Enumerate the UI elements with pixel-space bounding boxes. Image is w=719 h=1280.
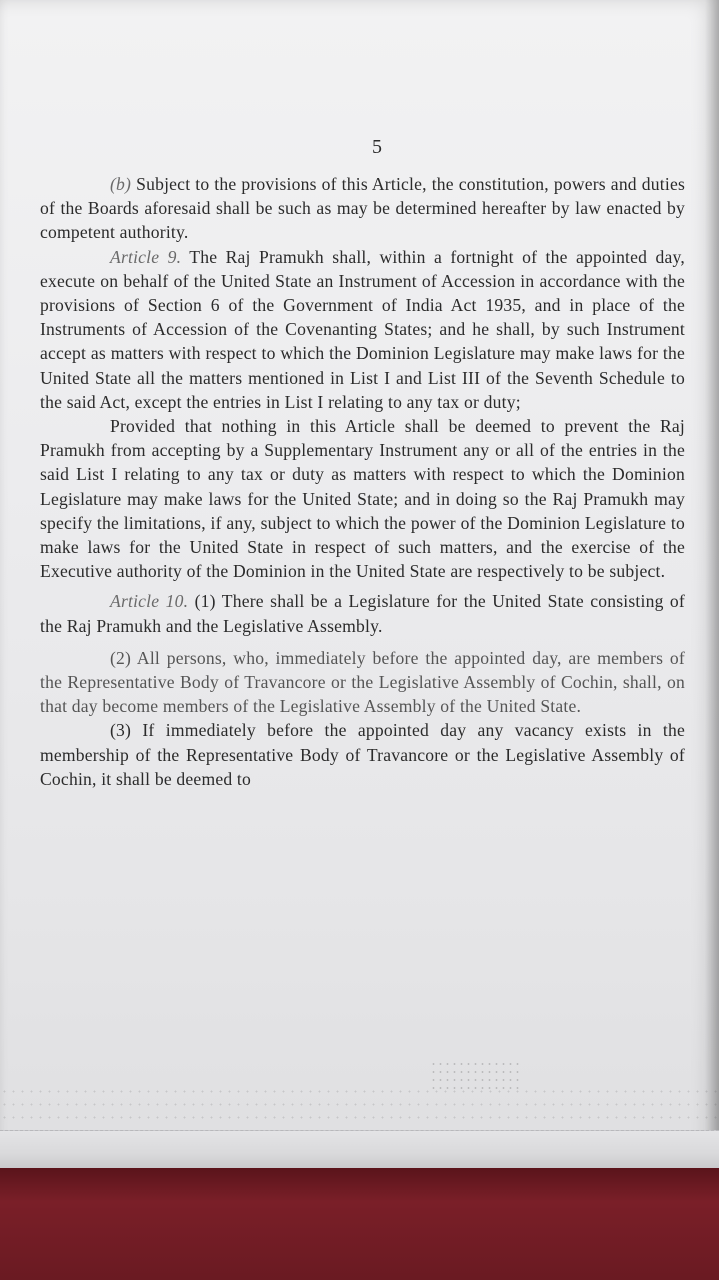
paragraph-article-8b xyxy=(40,172,685,245)
clause-label: (b) xyxy=(110,174,132,194)
article-label: Article 9. xyxy=(110,246,182,267)
page-number: 5 xyxy=(372,136,382,158)
document-body xyxy=(40,172,685,791)
paragraph-text: The Raj Pramukh shall, within a fortnight of the appointed day, execute on behalf of the United State an Instrument of Accession in accordance with the provisions of Section 6 of the Government of India Act 1935, and in place of the Instruments of Accession of the Covenanting States; and he shall, by such Instrument accept as matters with respect to which the Dominion Legislature may make laws for the United State all the matters mentioned in List I and List III of the Seventh Schedule to the said Act, except the entries in List I relating to any tax or duty; xyxy=(40,246,685,412)
paragraph-text: (1) There shall be a Legislature for the United State consisting of the Raj Pramukh and the Legislative Assembly. xyxy=(40,591,685,636)
page-speckle-bottom xyxy=(0,1085,719,1125)
paragraph-text: (2) All persons, who, immediately before the appointed day, are members of the Representative Body of Travancore or the Legislative Assembly of Cochin, shall, on that day become members of the Legislative Assembly of the United State. xyxy=(40,647,685,717)
page-shadow xyxy=(705,0,719,1168)
paragraph-article-10-1 xyxy=(40,589,685,637)
paragraph-article-10-3 xyxy=(40,718,685,791)
article-label: Article 10. xyxy=(110,591,189,612)
background-surface xyxy=(0,1168,719,1280)
paragraph-article-10-2 xyxy=(40,646,685,719)
paragraph-text: Provided that nothing in this Article shall be deemed to prevent the Raj Pramukh from accepting by a Supplementary Instrument any or all of the entries in the said List I relating to any tax or duty as matters with respect to which the Dominion Legislature may make laws for the United State; and in doing so the Raj Pramukh may specify the limitations, if any, subject to which the power of the Dominion Legislature to make laws for the United State in respect of such matters, and the exercise of the Executive authority of the Dominion in the United State are respectively to be subject. xyxy=(40,416,685,582)
page-bottom-edge xyxy=(0,1130,719,1169)
paragraph-article-9 xyxy=(40,245,685,414)
paragraph-proviso xyxy=(40,414,685,583)
paragraph-text: (3) If immediately before the appointed day any vacancy exists in the membership of the Representative Body of Travancore or the Legislative Assembly of Cochin, it shall be deemed to xyxy=(40,720,685,789)
paragraph-text: Subject to the provisions of this Article, the constitution, powers and duties of the Boards aforesaid shall be such as may be determined hereafter by law enacted by competent authority. xyxy=(40,174,686,243)
